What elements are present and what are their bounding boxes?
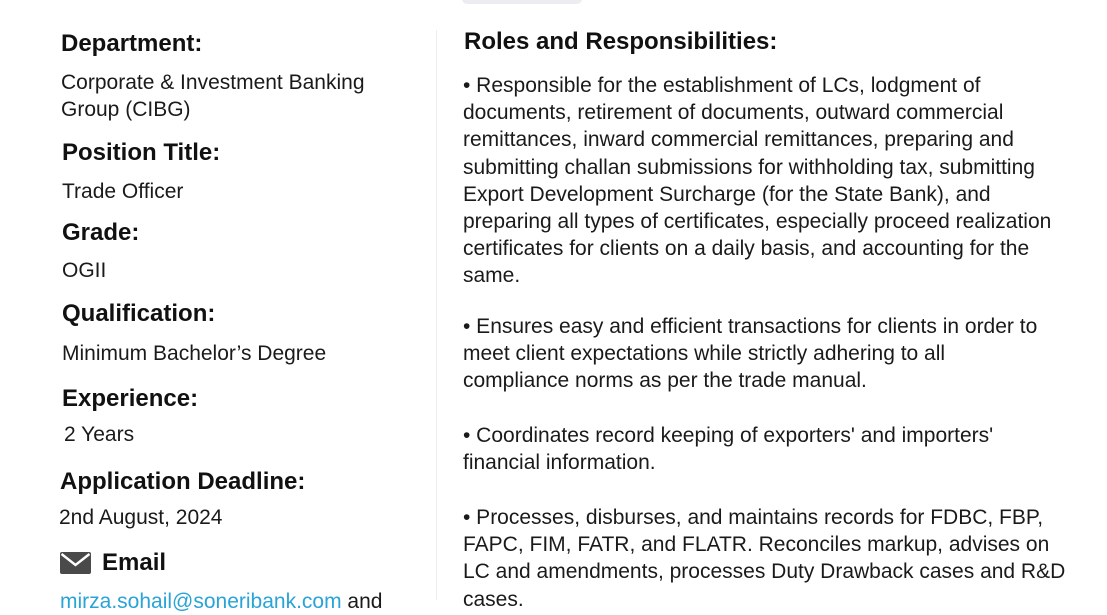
grade-label: Grade:: [62, 219, 140, 246]
experience-value: 2 Years: [64, 423, 135, 446]
responsibility-paragraph-2: • Ensures easy and efficient transactions for clients in order to meet client expectations while strictly adhering to all compliance norms as per the trade manual.: [463, 315, 1038, 393]
job-details-column: [0, 0, 436, 613]
email-address-link[interactable]: mirza.sohail@soneribank.com: [60, 590, 342, 613]
grade-value: OGII: [62, 259, 107, 282]
email-heading: [60, 547, 166, 579]
responsibility-paragraph-1: • Responsible for the establishment of LCs, lodgment of documents, retirement of documents, outward commercial remittances, inward commercial remittances, preparing and submitting challan submissions for withholding tax, submitting Export Development Surcharge (for the State Bank), and preparing all types of certificates, especially proceed realization certificates for clients on a daily basis, and accounting for the same.: [463, 74, 1052, 288]
responsibility-paragraph-4: • Processes, disburses, and maintains records for FDBC, FBP, FAPC, FIM, FATR, and FLATR. Reconciles markup, advises on LC and amendments, processes Duty Drawback cases and R&D cases.: [463, 506, 1066, 611]
top-edge-artifact: [462, 0, 582, 4]
envelope-icon: [60, 552, 91, 574]
email-label: Email: [102, 549, 167, 576]
qualification-label: Qualification:: [62, 300, 216, 327]
deadline-value: 2nd August, 2024: [59, 506, 223, 529]
experience-label: Experience:: [62, 385, 199, 412]
roles-title: Roles and Responsibilities:: [464, 28, 778, 55]
qualification-value: Minimum Bachelor’s Degree: [62, 342, 327, 365]
department-label: Department:: [61, 30, 203, 57]
email-line: [60, 588, 382, 615]
position-title-label: Position Title:: [62, 139, 221, 166]
column-divider: [436, 30, 437, 600]
responsibility-paragraph-3: • Coordinates record keeping of exporters' and importers' financial information.: [463, 424, 994, 475]
position-title-value: Trade Officer: [62, 180, 184, 203]
department-value: Corporate & Investment Banking Group (CIBG): [61, 71, 365, 121]
email-suffix: and: [341, 590, 383, 613]
deadline-label: Application Deadline:: [60, 468, 306, 495]
